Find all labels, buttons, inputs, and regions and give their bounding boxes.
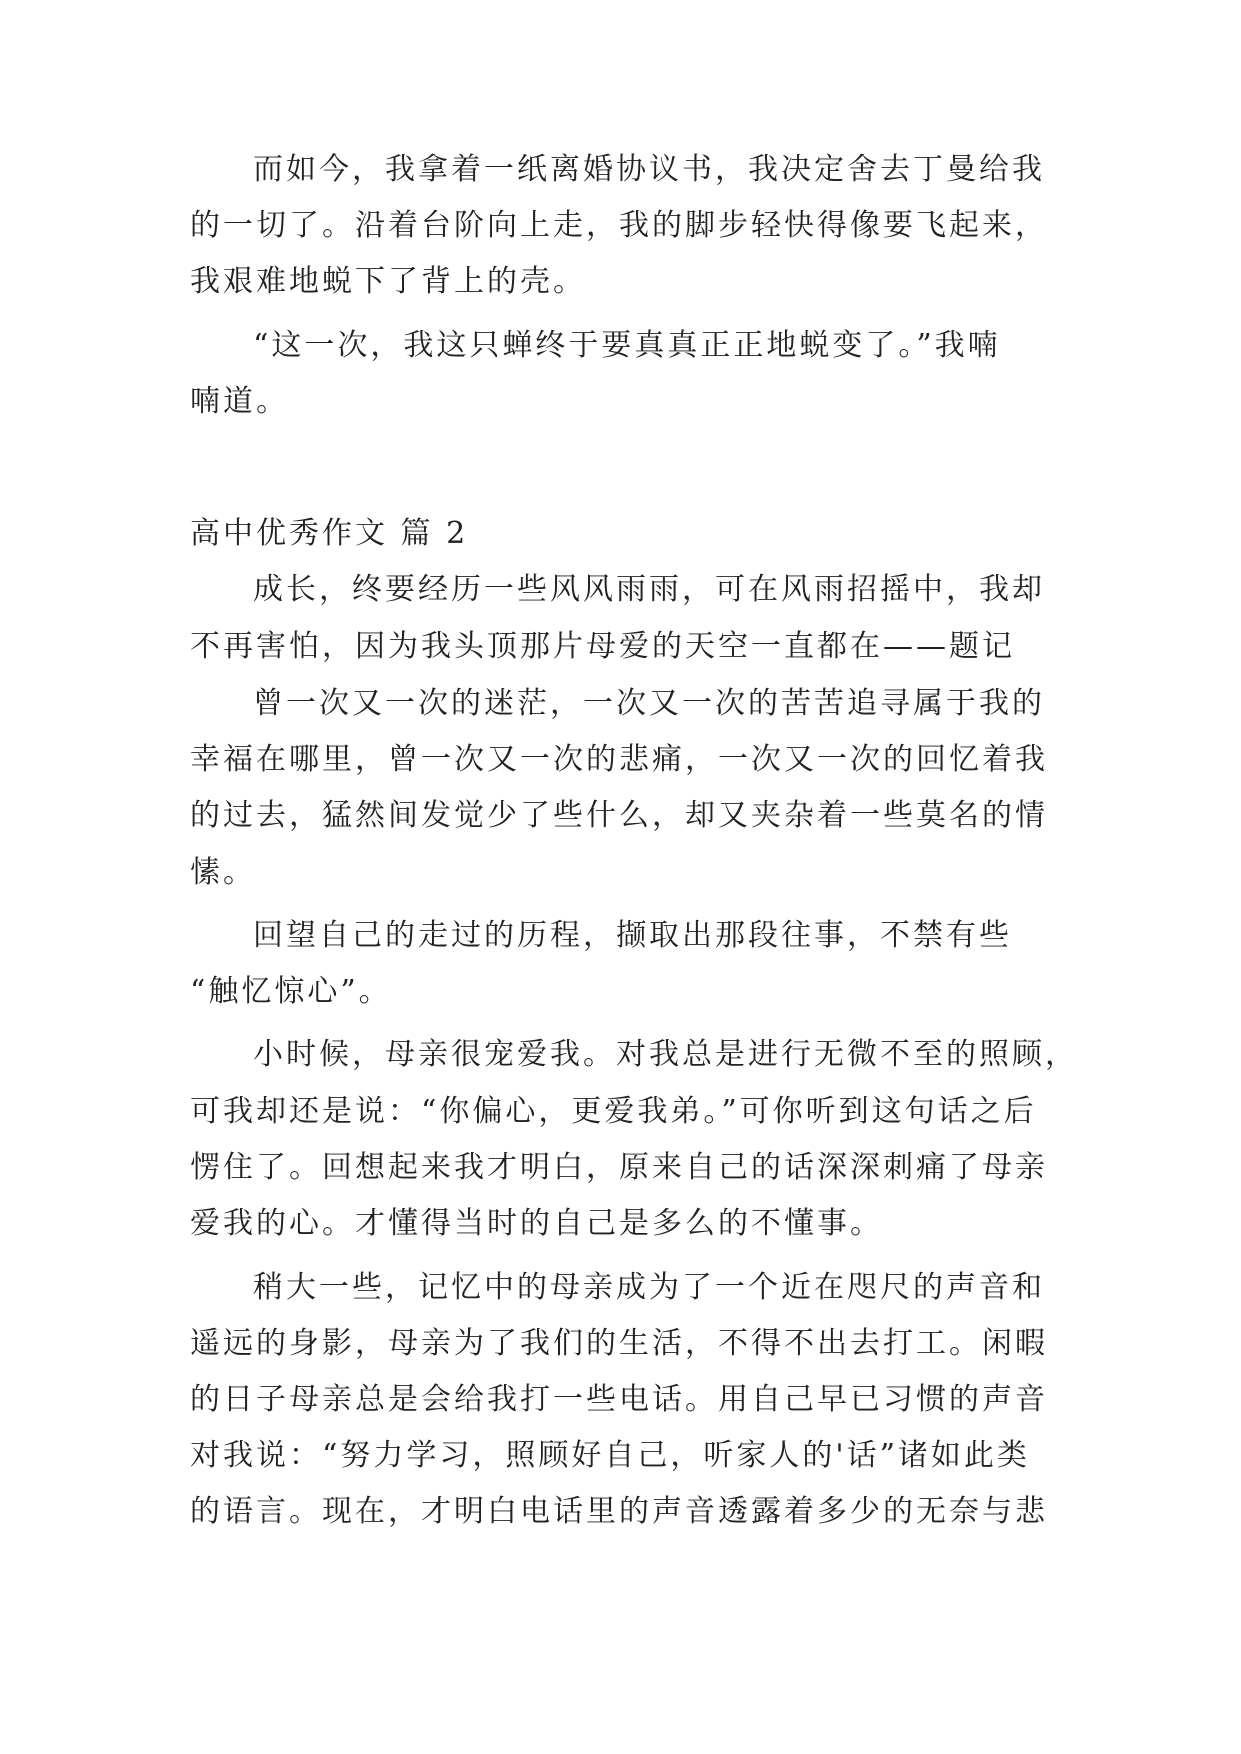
text-line: 爱我的心。才懂得当时的自己是多么的不懂事。 <box>190 1206 883 1241</box>
text-line: 成长，终要经历一些风风雨雨，可在风雨招摇中，我却 <box>253 572 1045 607</box>
text-line: 愣住了。回想起来我才明白，原来自己的话深深刺痛了母亲 <box>190 1150 1048 1185</box>
text-line: “这一次，我这只蝉终于要真真正正地蜕变了。”我喃 <box>253 328 1001 363</box>
text-line: 的过去，猛然间发觉少了些什么，却又夹杂着一些莫名的情 <box>190 798 1048 833</box>
text-line: 的一切了。沿着台阶向上走，我的脚步轻快得像要飞起来， <box>190 208 1048 243</box>
text-line: 的语言。现在，才明白电话里的声音透露着多少的无奈与悲 <box>190 1494 1048 1529</box>
text-line: 我艰难地蜕下了背上的壳。 <box>190 264 586 299</box>
text-line: 曾一次又一次的迷茫，一次又一次的苦苦追寻属于我的 <box>253 686 1045 721</box>
text-line: 而如今，我拿着一纸离婚协议书，我决定舍去丁曼给我 <box>253 152 1045 187</box>
text-line: 不再害怕，因为我头顶那片母爱的天空一直都在——题记 <box>190 629 1015 664</box>
text-line: 小时候，母亲很宠爱我。对我总是进行无微不至的照顾， <box>253 1037 1078 1072</box>
text-line: 回望自己的走过的历程，撷取出那段往事，不禁有些 <box>253 918 1012 953</box>
text-line: 喃道。 <box>190 384 289 419</box>
text-line: 稍大一些，记忆中的母亲成为了一个近在咫尺的声音和 <box>253 1270 1045 1305</box>
text-line: 遥远的身影，母亲为了我们的生活，不得不出去打工。闲暇 <box>190 1326 1048 1361</box>
text-line: “触忆惊心”。 <box>190 974 392 1009</box>
text-line: 对我说：“努力学习，照顾好自己，听家人的'话”诸如此类 <box>190 1438 1030 1473</box>
text-line: 愫。 <box>190 855 256 890</box>
text-line: 可我却还是说：“你偏心，更爱我弟。”可你听到这句话之后 <box>190 1094 1037 1129</box>
text-line: 幸福在哪里，曾一次又一次的悲痛，一次又一次的回忆着我 <box>190 742 1048 777</box>
text-line: 的日子母亲总是会给我打一些电话。用自己早已习惯的声音 <box>190 1382 1048 1417</box>
section-heading: 高中优秀作文 篇 2 <box>190 516 469 551</box>
